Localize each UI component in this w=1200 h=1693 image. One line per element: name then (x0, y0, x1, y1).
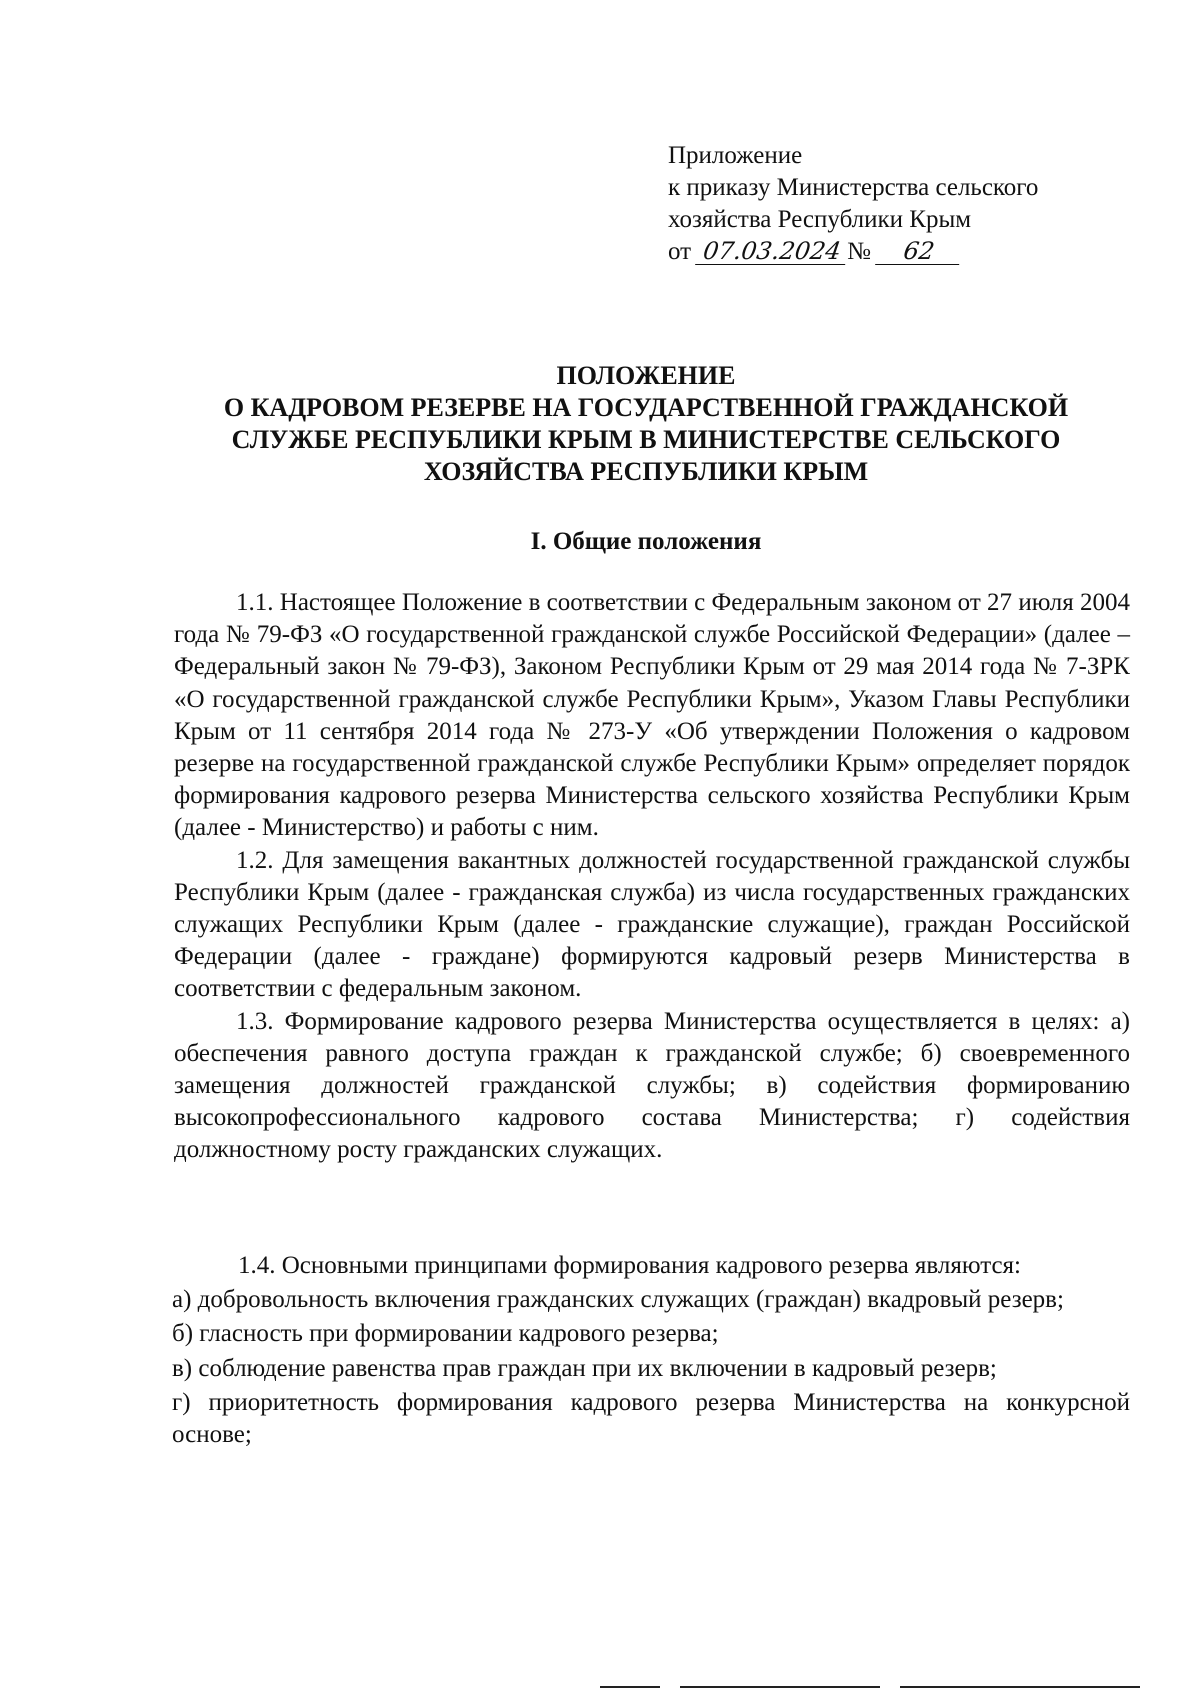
principles-list (172, 1250, 1130, 1453)
paragraph-1-2: 1.2. Для замещения вакантных должностей государственной гражданской службы Республики Крым (далее - гражданская служба) из числа государственных гражданских служащих Республики Крым (далее - гражданские служащие), граждан Российской Федерации (далее - граждане) формируются кадровый резерв Министерства в соответствии с федеральным законом. (174, 846, 1130, 1003)
date-prefix: от (668, 238, 692, 265)
title-line-4: ХОЗЯЙСТВА РЕСПУБЛИКИ КРЫМ (423, 457, 869, 486)
annex-order-ref: к приказу Министерства сельского (668, 174, 1039, 201)
paragraph-1-1: 1.1. Настоящее Положение в соответствии с Федеральным законом от 27 июля 2004 года № 79-ФЗ «О государственной гражданской службе Российской Федерации» (далее – Федеральный закон № 79-ФЗ), Законом Республики Крым от 29 мая 2014 года № 7-ЗРК «О государственной гражданской службе Республики Крым», Указом Главы Республики Крым от 11 сентября 2014 года № 273-У «Об утверждении Положения о кадровом резерве на государственной гражданской службе Республики Крым» определяет порядок формирования кадрового резерва Министерства сельского хозяйства Республики Крым (далее - Министерство) и работы с ним. (174, 589, 1130, 842)
title-line-1: ПОЛОЖЕНИЕ (556, 361, 736, 390)
document-body (174, 587, 1130, 1167)
section-heading: I. Общие положения (530, 528, 762, 555)
handwritten-date: 07.03.2024 (695, 238, 849, 265)
list-item: а) добровольность включения гражданских служащих (граждан) вкадровый резерв; (172, 1286, 1064, 1314)
document-title (150, 360, 1142, 488)
list-item: в) соблюдение равенства прав граждан при их включении в кадровый резерв; (172, 1354, 997, 1382)
list-item: г) приоритетность формирования кадрового резерва Министерства на конкурсной основе; (172, 1388, 1130, 1449)
annex-date-number (668, 236, 1138, 268)
paragraph-1-3: 1.3. Формирование кадрового резерва Министерства осуществляется в целях: а) обеспечения равного доступа граждан к гражданской службе; б) своевременного замещения должностей гражданской службы; в) содействия формированию высокопрофессионального кадрового состава Министерства; г) содействия должностному росту гражданских служащих. (174, 1007, 1130, 1164)
number-sign: № (847, 238, 871, 265)
principles-intro: 1.4. Основными принципами формирования кадрового резерва являются: (238, 1252, 1021, 1279)
footer-divider (680, 1686, 880, 1688)
footer-divider (600, 1686, 660, 1688)
annex-ministry: хозяйства Республики Крым (668, 206, 972, 233)
footer-divider (900, 1686, 1140, 1688)
title-line-2: О КАДРОВОМ РЕЗЕРВЕ НА ГОСУДАРСТВЕННОЙ ГРАЖДАНСКОЙ (223, 393, 1069, 422)
annex-header (668, 140, 1138, 268)
annex-title: Приложение (668, 142, 803, 169)
title-line-3: СЛУЖБЕ РЕСПУБЛИКИ КРЫМ В МИНИСТЕРСТВЕ СЕЛЬСКОГО (231, 425, 1061, 454)
list-item: б) гласность при формировании кадрового резерва; (172, 1320, 719, 1348)
handwritten-number: 62 (875, 238, 963, 265)
